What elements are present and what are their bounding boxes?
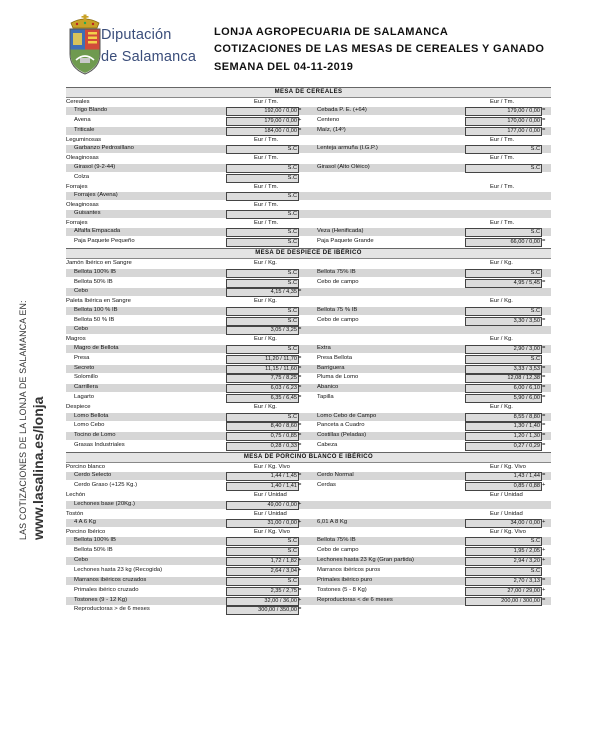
price-row — [66, 566, 551, 576]
group-name: Magros — [66, 336, 86, 343]
unit-label: Eur / Kg. — [254, 404, 277, 411]
price-box: 6,00 / 6,10 — [465, 384, 542, 393]
price-box: 3,33 / 3,53 — [465, 365, 542, 374]
price-row — [66, 126, 551, 136]
price-box: 0,28 / 0,33 — [226, 442, 299, 451]
trend-mark: = — [298, 482, 302, 489]
price-row — [66, 576, 551, 586]
price-row — [66, 536, 551, 546]
price-box: 49,00 / 0,00 — [226, 501, 299, 510]
trend-mark: + — [542, 547, 546, 554]
trend-mark: = — [542, 316, 546, 323]
trend-mark: = — [298, 586, 302, 593]
price-box: 3,30 / 3,50 — [465, 317, 542, 326]
trend-mark: = — [298, 354, 302, 361]
group-header — [66, 259, 551, 267]
unit-label: Eur / Tm. — [490, 183, 515, 190]
group-header — [66, 136, 551, 144]
group-header — [66, 183, 551, 191]
unit-label: Eur / Unidad — [490, 510, 523, 517]
group-name: Leguminosas — [66, 137, 102, 144]
price-row — [66, 316, 551, 326]
price-box: 170,00 / 0,00 — [465, 117, 542, 126]
unit-label: Eur / Kg. — [490, 298, 513, 305]
price-row — [66, 144, 551, 154]
trend-mark: = — [298, 127, 302, 134]
price-box: S.C — [226, 317, 299, 326]
price-box: 1,72 / 1,82 — [226, 557, 299, 566]
price-box: 0,85 / 0,88 — [465, 482, 542, 491]
price-row — [66, 412, 551, 422]
group-name: Porcino blanco — [66, 464, 105, 471]
price-row — [66, 364, 551, 374]
trend-mark: = — [542, 412, 546, 419]
product-label: Lechones hasta 23 Kg (Gran partida) — [317, 556, 414, 563]
price-row — [66, 471, 551, 481]
price-box: 5,90 / 6,00 — [465, 394, 542, 403]
price-box: 8,55 / 8,80 — [465, 413, 542, 422]
price-row — [66, 546, 551, 556]
side-notice-text: LAS COTIZACIONES DE LA LONJA DE SALAMANCA EN: — [18, 300, 28, 540]
price-box: 0,27 / 0,29 — [465, 442, 542, 451]
unit-label: Eur / Unidad — [254, 510, 287, 517]
price-row — [66, 106, 551, 116]
product-label: Cebo — [74, 326, 89, 333]
unit-label: Eur / Tm. — [490, 220, 515, 227]
price-row — [66, 373, 551, 383]
trend-mark: + — [298, 518, 302, 525]
price-row — [66, 237, 551, 247]
unit-label: Eur / Kg. — [490, 336, 513, 343]
product-label: Triticale — [74, 127, 95, 134]
price-box: 11,15 / 11,60 — [226, 365, 299, 374]
unit-label: Eur / Unidad — [254, 492, 287, 499]
price-box: 179,00 / 0,00 — [465, 107, 542, 116]
price-box: S.C — [226, 345, 299, 354]
product-label: Cerdo Selecto — [74, 472, 112, 479]
product-label: Paja Paquete Pequeño — [74, 238, 135, 245]
unit-label: Eur / Kg. — [254, 336, 277, 343]
product-label: Carrillera — [74, 384, 98, 391]
price-row — [66, 431, 551, 441]
unit-label: Eur / Tm. — [490, 99, 515, 105]
unit-label: Eur / Kg. — [254, 260, 277, 267]
price-row — [66, 441, 551, 451]
row-shading — [66, 501, 551, 509]
organization-name-line1: Diputación — [101, 27, 172, 43]
trend-mark: = — [542, 127, 546, 134]
price-box: 6,03 / 6,23 — [226, 384, 299, 393]
row-shading — [66, 210, 551, 218]
price-row — [66, 116, 551, 126]
price-box: S.C — [465, 537, 542, 546]
organization-name-line2: de Salamanca — [101, 49, 197, 65]
price-box: 1,20 / 1,30 — [465, 432, 542, 441]
group-header — [66, 154, 551, 162]
trend-mark: = — [298, 422, 302, 429]
unit-label: Eur / Tm. — [254, 201, 279, 208]
group-name: Porcino Ibérico — [66, 528, 106, 535]
trend-mark: = — [298, 394, 302, 401]
product-label: Barriguera — [317, 364, 345, 371]
price-box: S.C — [226, 164, 299, 173]
price-box: S.C — [226, 577, 299, 586]
trend-mark: = — [542, 364, 546, 371]
trend-mark: = — [298, 432, 302, 439]
row-shading — [66, 192, 551, 200]
trend-mark: + — [542, 586, 546, 593]
trend-mark: = — [298, 374, 302, 381]
group-header — [66, 403, 551, 411]
unit-label: Eur / Kg. — [490, 404, 513, 411]
product-label: Veza (Henificada) — [317, 228, 364, 235]
trend-mark: = — [298, 606, 302, 613]
price-box: S.C — [465, 355, 542, 364]
group-name: Forrajes — [66, 183, 88, 190]
product-label: Trigo Blando — [74, 107, 108, 114]
trend-mark: = — [542, 238, 546, 245]
unit-label: Eur / Kg. — [490, 260, 513, 267]
price-box: S.C — [465, 228, 542, 237]
trend-mark: = — [542, 117, 546, 124]
product-label: Cebada P. E. (+64) — [317, 107, 367, 114]
product-label: Panceta a Cuadro — [317, 422, 365, 429]
group-name: Despiece — [66, 404, 91, 411]
trend-mark: = — [542, 384, 546, 391]
trend-mark: = — [542, 422, 546, 429]
product-label: Primales ibérico cruzado — [74, 586, 139, 593]
trend-mark: = — [298, 384, 302, 391]
unit-label: Eur / Tm. — [254, 137, 279, 144]
price-box: S.C — [465, 567, 542, 576]
group-name: Paleta Ibérica en Sangre — [66, 298, 131, 305]
document-title-line2: COTIZACIONES DE LAS MESAS DE CEREALES Y GANADO — [214, 43, 545, 55]
document-title-line1: LONJA AGROPECUARIA DE SALAMANCA — [214, 26, 449, 38]
price-box: 2,64 / 3,04 — [226, 567, 299, 576]
product-label: Bellota 100% IB — [74, 537, 116, 544]
trend-mark: = — [542, 432, 546, 439]
price-box: 4,15 / 4,35 — [226, 288, 299, 297]
product-label: Alfalfa Empacada — [74, 228, 121, 235]
product-label: Cebo de campo — [317, 547, 359, 554]
product-label: Bellota 75% IB — [317, 268, 356, 275]
trend-mark: = — [298, 442, 302, 449]
price-box: S.C — [226, 174, 299, 183]
product-label: Lenteja armuña (I.G.P.) — [317, 145, 378, 152]
product-label: Girasol (Alto Oléico) — [317, 163, 370, 170]
price-row — [66, 209, 551, 219]
price-row — [66, 518, 551, 528]
price-box: S.C — [226, 413, 299, 422]
price-box: S.C — [226, 238, 299, 247]
price-row — [66, 306, 551, 316]
price-box: 179,00 / 0,00 — [226, 117, 299, 126]
price-box: S.C — [465, 164, 542, 173]
product-label: Bellota 75 % IB — [317, 306, 358, 313]
trend-mark: + — [542, 518, 546, 525]
price-row — [66, 383, 551, 393]
group-header — [66, 510, 551, 518]
price-box: 200,00 / 300,00 — [465, 597, 542, 606]
price-box: 1,43 / 1,44 — [465, 472, 542, 481]
price-box: 31,00 / 0,00 — [226, 519, 299, 528]
trend-mark: = — [542, 344, 546, 351]
price-box: 11,20 / 11,70 — [226, 355, 299, 364]
price-box: 3,05 / 3,25 — [226, 326, 299, 335]
product-label: Cebo — [74, 556, 89, 563]
product-label: Guisantes — [74, 210, 101, 217]
trend-mark: = — [298, 107, 302, 114]
product-label: Lomo Cebo de Campo — [317, 412, 377, 419]
product-label: Bellota 100 % IB — [74, 306, 118, 313]
section-header: MESA DE DESPIECE DE IBÉRICO — [66, 248, 551, 259]
price-row — [66, 344, 551, 354]
row-shading — [66, 288, 551, 296]
product-label: Tapilla — [317, 394, 334, 401]
section-header: MESA DE CEREALES — [66, 87, 551, 98]
product-label: Marranos ibéricos cruzados — [74, 576, 147, 583]
price-box: 300,00 / 350,00 — [226, 606, 299, 615]
unit-label: Eur / Kg. Vivo — [490, 528, 526, 535]
group-header — [66, 219, 551, 227]
product-label: Bellota 50 % IB — [74, 316, 115, 323]
side-notice-url: www.lasalina.es/lonja — [30, 396, 46, 540]
group-header — [66, 297, 551, 305]
product-label: Lomo Cebo — [74, 422, 105, 429]
price-box: 2,94 / 3,20 — [465, 557, 542, 566]
price-box: 66,00 / 0,00 — [465, 238, 542, 247]
price-row — [66, 173, 551, 183]
product-label: Costillas (Peladas) — [317, 432, 367, 439]
trend-mark: = — [542, 472, 546, 479]
price-row — [66, 227, 551, 237]
price-box: 177,00 / 0,00 — [465, 127, 542, 136]
product-label: Bellota 100% IB — [74, 268, 116, 275]
trend-mark: + — [298, 556, 302, 563]
group-name: Oleaginosas — [66, 155, 99, 162]
price-box: S.C — [226, 269, 299, 278]
price-row — [66, 354, 551, 364]
product-label: Magro de Bellota — [74, 344, 119, 351]
product-label: Primales ibérico puro — [317, 576, 373, 583]
unit-label: Eur / Tm. — [254, 183, 279, 190]
price-box: S.C — [226, 210, 299, 219]
price-box: 1,44 / 1,45 — [226, 472, 299, 481]
product-label: Girasol (9-2-44) — [74, 163, 116, 170]
product-label: Solomillo — [74, 374, 98, 381]
unit-label: Eur / Tm. — [254, 155, 279, 162]
product-label: Lomo Bellota — [74, 412, 109, 419]
price-box: 4,95 / 5,45 — [465, 279, 542, 288]
product-label: Lagarto — [74, 394, 94, 401]
product-label: Tostones (9 - 12 Kg) — [74, 596, 128, 603]
product-label: Secreto — [74, 364, 95, 371]
price-box: 6,35 / 6,45 — [226, 394, 299, 403]
price-row — [66, 605, 551, 615]
product-label: Lechones base (20Kg.) — [74, 500, 135, 507]
unit-label: Eur / Kg. — [254, 298, 277, 305]
price-box: 34,00 / 0,00 — [465, 519, 542, 528]
group-header — [66, 528, 551, 536]
price-box: S.C — [226, 192, 299, 201]
trend-mark: + — [298, 566, 302, 573]
product-label: Pluma de Lomo — [317, 374, 359, 381]
price-box: S.C — [226, 537, 299, 546]
product-label: Bellota 50% IB — [74, 547, 113, 554]
price-box: 2,35 / 2,75 — [226, 587, 299, 596]
product-label: Garbanzo Pedrosillano — [74, 145, 134, 152]
trend-mark: + — [298, 117, 302, 124]
trend-mark: + — [298, 500, 302, 507]
price-box: S.C — [226, 228, 299, 237]
price-row — [66, 481, 551, 491]
price-row — [66, 586, 551, 596]
product-label: Colza — [74, 173, 90, 180]
price-box: S.C — [465, 307, 542, 316]
price-box: 1,30 / 1,40 — [465, 422, 542, 431]
price-box: S.C — [226, 145, 299, 154]
trend-mark: = — [298, 472, 302, 479]
product-label: Marranos ibéricos puros — [317, 566, 381, 573]
price-box: 1,40 / 1,41 — [226, 482, 299, 491]
group-name: Forrajes — [66, 220, 88, 227]
group-header — [66, 201, 551, 209]
side-notice — [18, 300, 46, 540]
trend-mark: = — [298, 326, 302, 333]
unit-label: Eur / Kg. Vivo — [254, 464, 290, 471]
product-label: Avena — [74, 117, 91, 124]
trend-mark: = — [542, 596, 546, 603]
product-label: Extra — [317, 344, 331, 351]
trend-mark: = — [298, 288, 302, 295]
price-box: 7,75 / 8,25 — [226, 374, 299, 383]
price-box: 184,00 / 0,00 — [226, 127, 299, 136]
unit-label: Eur / Unidad — [490, 492, 523, 499]
group-name: Lechón — [66, 492, 86, 499]
group-header — [66, 335, 551, 343]
product-label: Forrajes (Avena) — [74, 191, 118, 198]
trend-mark: + — [542, 482, 546, 489]
unit-label: Eur / Kg. Vivo — [490, 464, 526, 471]
price-row — [66, 596, 551, 606]
price-box: 2,90 / 3,00 — [465, 345, 542, 354]
price-tables — [66, 87, 551, 615]
coat-of-arms-logo — [64, 14, 106, 76]
price-box: S.C — [465, 269, 542, 278]
price-row — [66, 556, 551, 566]
product-label: Reproductoras < de 6 meses — [317, 596, 393, 603]
price-box: 8,40 / 8,60 — [226, 422, 299, 431]
product-label: Presa Bellota — [317, 354, 353, 361]
price-box: 192,00 / 0,00 — [226, 107, 299, 116]
section-header: MESA DE PORCINO BLANCO E IBÉRICO — [66, 452, 551, 463]
product-label: Centeno — [317, 117, 340, 124]
price-box: S.C — [226, 547, 299, 556]
price-row — [66, 325, 551, 335]
group-name: Oleaginosas — [66, 201, 99, 208]
price-row — [66, 278, 551, 288]
trend-mark: = — [542, 278, 546, 285]
price-box: 27,00 / 29,00 — [465, 587, 542, 596]
product-label: Cebo de campo — [317, 316, 359, 323]
group-header — [66, 463, 551, 471]
group-name: Jamón Ibérico en Sangre — [66, 260, 132, 267]
trend-mark: + — [298, 596, 302, 603]
trend-mark: = — [542, 374, 546, 381]
product-label: Tostones (5 - 8 Kg) — [317, 586, 367, 593]
price-row — [66, 500, 551, 510]
unit-label: Eur / Tm. — [254, 220, 279, 227]
price-box: 32,00 / 36,00 — [226, 597, 299, 606]
product-label: Paja Paquete Grande — [317, 238, 374, 245]
product-label: Bellota 50% IB — [74, 278, 113, 285]
price-row — [66, 287, 551, 297]
price-row — [66, 268, 551, 278]
price-box: 0,75 / 0,85 — [226, 432, 299, 441]
unit-label: Eur / Tm. — [490, 155, 515, 162]
document-week: SEMANA DEL 04-11-2019 — [214, 61, 354, 73]
price-box: 2,70 / 3,13 — [465, 577, 542, 586]
product-label: Cebo — [74, 288, 89, 295]
price-box: S.C — [465, 145, 542, 154]
unit-label: Eur / Tm. — [490, 137, 515, 144]
group-name: Cereales — [66, 99, 90, 105]
product-label: Cerdo Normal — [317, 472, 354, 479]
unit-label: Eur / Tm. — [254, 99, 279, 105]
trend-mark: = — [542, 576, 546, 583]
price-row — [66, 191, 551, 201]
product-label: Cerdo Graso (+125 Kg.) — [74, 482, 138, 489]
product-label: 4 A 6 Kg — [74, 518, 96, 525]
product-label: Tocino de Lomo — [74, 432, 116, 439]
price-row — [66, 163, 551, 173]
trend-mark: = — [542, 107, 546, 114]
price-box: 1,95 / 2,05 — [465, 547, 542, 556]
group-header — [66, 98, 551, 106]
product-label: Cerdas — [317, 482, 336, 489]
product-label: Cabeza — [317, 442, 338, 449]
product-label: 6,01 A 8 Kg — [317, 518, 348, 525]
trend-mark: = — [542, 442, 546, 449]
product-label: Maíz, (14º) — [317, 127, 346, 134]
product-label: Abanico — [317, 384, 339, 391]
trend-mark: = — [542, 394, 546, 401]
unit-label: Eur / Kg. Vivo — [254, 528, 290, 535]
product-label: Presa — [74, 354, 90, 361]
price-row — [66, 421, 551, 431]
price-box: S.C — [226, 307, 299, 316]
group-name: Tostón — [66, 510, 84, 517]
trend-mark: + — [542, 556, 546, 563]
group-header — [66, 491, 551, 499]
price-box: S.C — [226, 279, 299, 288]
row-shading — [66, 326, 551, 334]
product-label: Lechones hasta 23 kg (Recogida) — [74, 566, 163, 573]
product-label: Reproductoras > de 6 meses — [74, 606, 150, 613]
product-label: Cebo de campo — [317, 278, 359, 285]
product-label: Grasas Industriales — [74, 442, 125, 449]
price-box: 12,08 / 12,38 — [465, 374, 542, 383]
trend-mark: = — [298, 364, 302, 371]
price-row — [66, 393, 551, 403]
product-label: Bellota 75% IB — [317, 537, 356, 544]
